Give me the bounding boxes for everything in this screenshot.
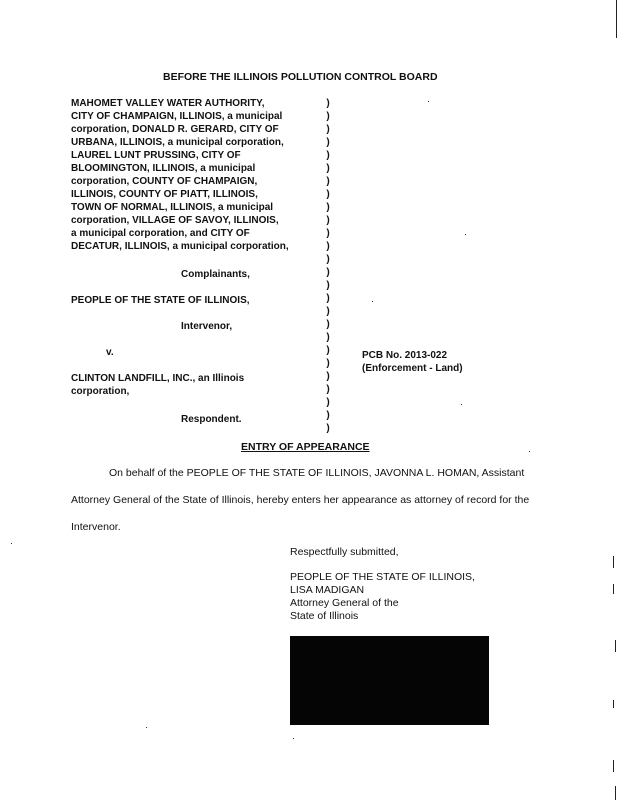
caption-paren: ) (326, 98, 330, 109)
scan-speck (372, 301, 373, 302)
case-type: (Enforcement - Land) (362, 363, 463, 374)
caption-paren: ) (326, 202, 330, 213)
caption-paren: ) (326, 397, 330, 408)
caption-paren: ) (326, 293, 330, 304)
caption-paren: ) (326, 176, 330, 187)
caption-paren: ) (326, 280, 330, 291)
caption-paren: ) (326, 332, 330, 343)
complainants-line: URBANA, ILLINOIS, a municipal corporation, (71, 137, 284, 148)
intervenor-label: Intervenor, (181, 321, 233, 332)
respondent-line: CLINTON LANDFILL, INC., an Illinois (71, 373, 245, 384)
signature-line: Attorney General of the (290, 597, 399, 609)
caption-paren: ) (326, 150, 330, 161)
entry-heading: ENTRY OF APPEARANCE (241, 441, 370, 453)
signature-line: PEOPLE OF THE STATE OF ILLINOIS, (290, 571, 475, 583)
scan-edge-mark (615, 786, 616, 800)
complainants-line: LAUREL LUNT PRUSSING, CITY OF (71, 150, 241, 161)
complainants-label: Complainants, (181, 269, 250, 280)
signature-closing: Respectfully submitted, (290, 546, 399, 558)
caption-paren: ) (326, 254, 330, 265)
signature-line: LISA MADIGAN (290, 584, 365, 596)
complainants-line: a municipal corporation, and CITY OF (71, 228, 250, 239)
caption-paren: ) (326, 241, 330, 252)
complainants-line: MAHOMET VALLEY WATER AUTHORITY, (71, 98, 265, 109)
caption-paren: ) (326, 319, 330, 330)
entry-text-line: Attorney General of the State of Illinois, hereby enters her appearance as attorney of record for the (71, 494, 530, 506)
caption-paren: ) (326, 163, 330, 174)
caption-paren: ) (326, 228, 330, 239)
caption-paren: ) (326, 345, 330, 356)
complainants-line: CITY OF CHAMPAIGN, ILLINOIS, a municipal (71, 111, 283, 122)
scan-speck (461, 404, 462, 405)
caption-paren: ) (326, 423, 330, 434)
caption-paren: ) (326, 371, 330, 382)
complainants-line: corporation, VILLAGE OF SAVOY, ILLINOIS, (71, 215, 279, 226)
entry-text-line: Intervenor. (71, 521, 121, 533)
case-number: PCB No. 2013-022 (362, 350, 448, 361)
scan-edge-mark (613, 556, 614, 568)
respondent-line: corporation, (71, 386, 130, 397)
complainants-line: ILLINOIS, COUNTY OF PIATT, ILLINOIS, (71, 189, 258, 200)
scan-edge-mark (616, 0, 617, 38)
caption-paren: ) (326, 384, 330, 395)
caption-paren: ) (326, 358, 330, 369)
caption-paren: ) (326, 306, 330, 317)
signature-line: State of Illinois (290, 610, 359, 622)
complainants-line: DECATUR, ILLINOIS, a municipal corporation, (71, 241, 289, 252)
complainants-line: TOWN OF NORMAL, ILLINOIS, a municipal (71, 202, 274, 213)
scan-speck (465, 234, 466, 235)
complainants-line: BLOOMINGTON, ILLINOIS, a municipal (71, 163, 256, 174)
intervenor-name: PEOPLE OF THE STATE OF ILLINOIS, (71, 295, 250, 306)
scan-speck (146, 727, 147, 728)
caption-paren: ) (326, 111, 330, 122)
respondent-label: Respondent. (181, 414, 242, 425)
caption-paren: ) (326, 137, 330, 148)
board-title: BEFORE THE ILLINOIS POLLUTION CONTROL BOARD (163, 71, 438, 83)
caption-paren: ) (326, 410, 330, 421)
scan-speck (293, 738, 294, 739)
redaction-block (290, 636, 489, 725)
caption-paren: ) (326, 124, 330, 135)
complainants-line: corporation, DONALD R. GERARD, CITY OF (71, 124, 279, 135)
caption-paren: ) (326, 215, 330, 226)
scan-edge-mark (613, 700, 614, 708)
caption-paren: ) (326, 189, 330, 200)
versus-label: v. (106, 347, 114, 358)
scan-speck (428, 101, 429, 102)
scan-speck (529, 451, 530, 452)
scan-speck (11, 543, 12, 544)
entry-text-line: On behalf of the PEOPLE OF THE STATE OF ILLINOIS, JAVONNA L. HOMAN, Assistant (109, 467, 525, 479)
scan-edge-mark (615, 640, 616, 652)
caption-paren: ) (326, 267, 330, 278)
scan-edge-mark (613, 760, 614, 772)
complainants-line: corporation, COUNTY OF CHAMPAIGN, (71, 176, 258, 187)
scan-edge-mark (613, 584, 614, 594)
